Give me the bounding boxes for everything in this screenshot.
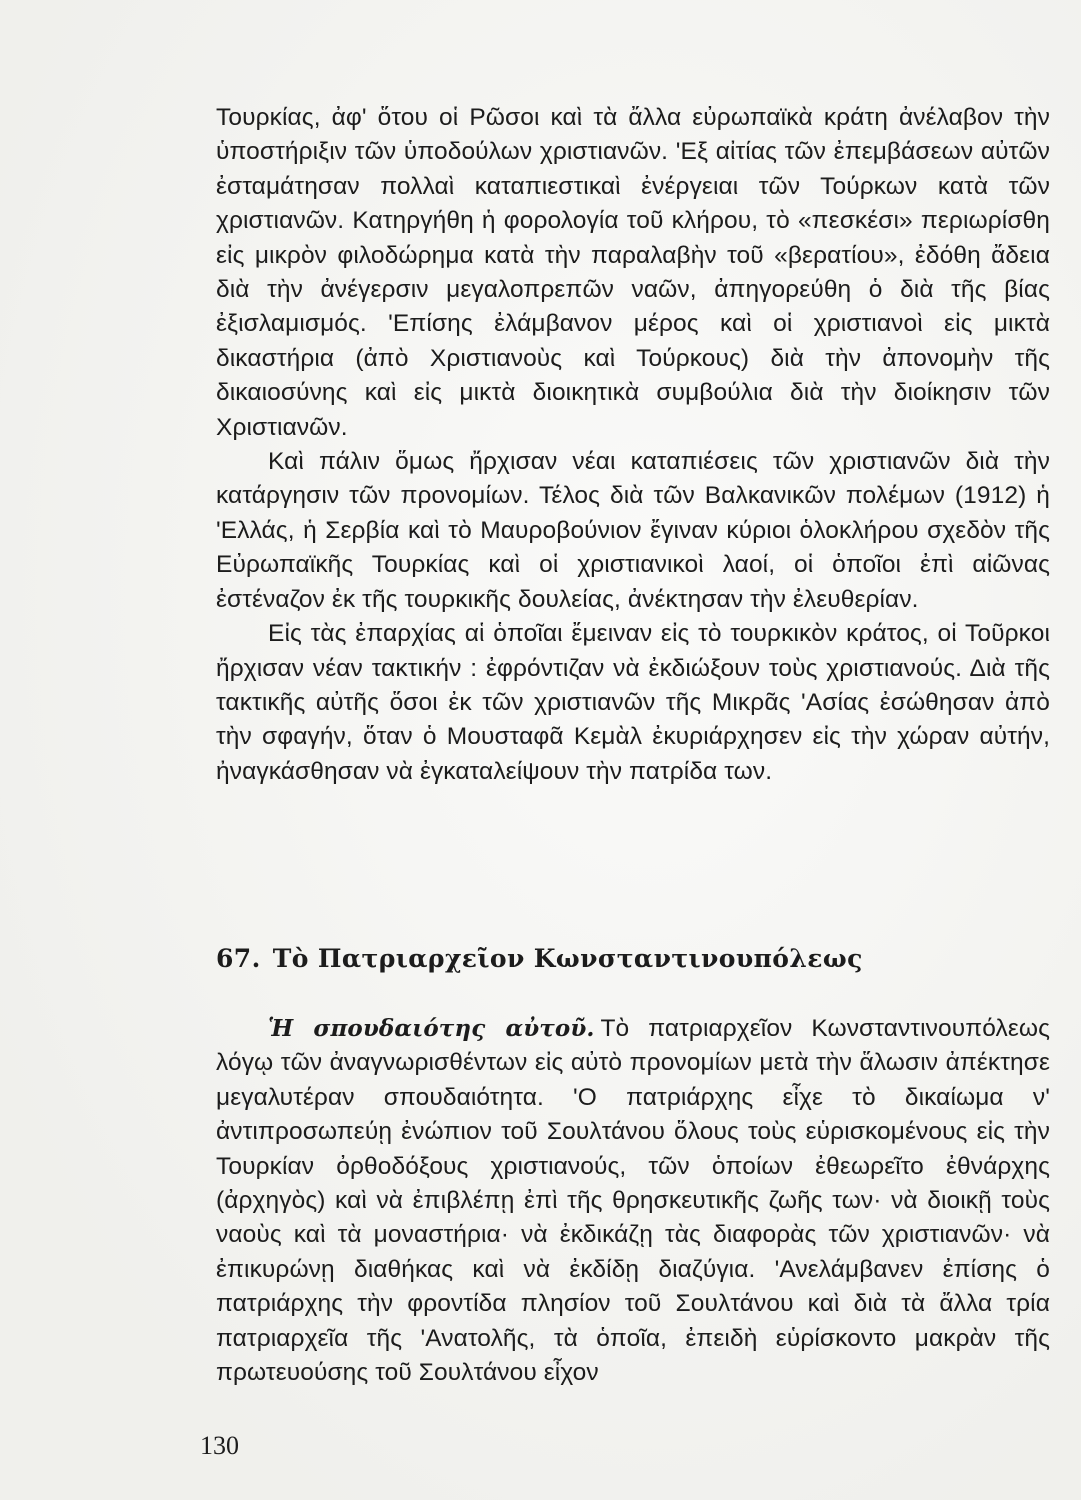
section-paragraph — [216, 1012, 1050, 1390]
section-paragraph-text: Τὸ πατριαρχεῖον Κωνσταντινουπόλεως λόγῳ τῶν ἀναγνωρισθέντων εἰς αὐτὸ προνομίων μετὰ τὴν ἅλωσιν ἀπέκτησε μεγαλυτέραν σπουδαιότητα. 'Ο πατριάρχης εἶχε τὸ δικαίωμα ν' ἀντιπροσωπεύῃ ἐνώπιον τοῦ Σουλτάνου ὅλους τοὺς εὑρισκομένους εἰς τὴν Τουρκίαν ὀρθοδόξους χριστιανούς, τῶν ὁποίων ἐθεωρεῖτο ἐθνάρχης (ἀρχηγὸς) καὶ νὰ ἐπιβλέπῃ ἐπὶ τῆς θρησκευτικῆς ζωῆς των· νὰ διοικῇ τοὺς ναοὺς καὶ τὰ μοναστήρια· νὰ ἐκδικάζῃ τὰς διαφορὰς τῶν χριστιανῶν· νὰ ἐπικυρώνῃ διαθήκας καὶ νὰ ἐκδίδῃ διαζύγια. 'Ανελάμβανεν ἐπίσης ὁ πατριάρχης τὴν φροντίδα πλησίον τοῦ Σουλτάνου καὶ διὰ τὰ ἄλλα τρία πατριαρχεῖα τῆς 'Ανατολῆς, τὰ ὁποῖα, ἐπειδὴ εὑρίσκοντο μακρὰν τῆς πρωτευούσης τοῦ Σουλτάνου εἶχον — [216, 1015, 1050, 1387]
section-lead-in: Ἡ σπουδαιότης αὐτοῦ. — [268, 1015, 595, 1042]
paragraph: Εἰς τὰς ἐπαρχίας αἱ ὁποῖαι ἔμειναν εἰς τὸ τουρκικὸν κράτος, οἱ Τοῦρκοι ἤρχισαν νέαν τακτικήν : ἐφρόντιζαν νὰ ἐκδιώξουν τοὺς χριστιανούς. Διὰ τῆς τακτικῆς αὐτῆς ὅσοι ἐκ τῶν χριστιανῶν τῆς Μικρᾶς 'Ασίας ἐσώθησαν ἀπὸ τὴν σφαγήν, ὅταν ὁ Μουσταφᾶ Κεμὰλ ἐκυριάρχησεν εἰς τὴν χώραν αὐτήν, ἠναγκάσθησαν νὰ ἐγκαταλείψουν τὴν πατρίδα των. — [216, 620, 1050, 785]
section-number: 67. — [216, 944, 261, 973]
section-title: Τὸ Πατριαρχεῖον Κωνσταντινουπόλεως — [272, 944, 863, 973]
paragraph-continued: Τουρκίας, ἀφ' ὅτου οἱ Ρῶσοι καὶ τὰ ἄλλα εὐρωπαϊκὰ κράτη ἀνέλαβον τὴν ὑποστήριξιν τῶν ὑποδούλων χριστιανῶν. 'Εξ αἰτίας τῶν ἐπεμβάσεων αὐτῶν ἐσταμάτησαν πολλαὶ καταπιεστικαὶ ἐνέργειαι τῶν Τούρκων κατὰ τῶν χριστιανῶν. Κατηργήθη ἡ φορολογία τοῦ κλήρου, τὸ «πεσκέσι» περιωρίσθη εἰς μικρὸν φιλοδώρημα κατὰ τὴν παραλαβὴν τοῦ «βερατίου», ἐδόθη ἄδεια διὰ τὴν ἀνέγερσιν μεγαλοπρεπῶν ναῶν, ἀπηγορεύθη ὁ διὰ τῆς βίας ἐξισλαμισμός. 'Επίσης ἐλάμβανον μέρος καὶ οἱ χριστιανοὶ εἰς μικτὰ δικαστήρια (ἀπὸ Χριστιανοὺς καὶ Τούρκους) διὰ τὴν ἀπονομὴν τῆς δικαιοσύνης καὶ εἰς μικτὰ διοικητικὰ συμβούλια διὰ τὴν διοίκησιν τῶν Χριστιανῶν. — [216, 104, 1050, 441]
body-text-top — [216, 101, 1050, 789]
section-heading — [216, 944, 863, 973]
paragraph: Καὶ πάλιν ὅμως ἤρχισαν νέαι καταπιέσεις τῶν χριστιανῶν διὰ τὴν κατάργησιν τῶν προνομίων. Τέλος διὰ τῶν Βαλκανικῶν πολέμων (1912) ἡ 'Ελλάς, ἡ Σερβία καὶ τὸ Μαυροβούνιον ἔγιναν κύριοι ὁλοκλήρου σχεδὸν τῆς Εὐρωπαϊκῆς Τουρκίας καὶ οἱ χριστιανικοὶ λαοί, οἱ ὁποῖοι ἐπὶ αἰῶνας ἐστέναζον ἐκ τῆς τουρκικῆς δουλείας, ἀνέκτησαν τὴν ἐλευθερίαν. — [216, 448, 1050, 613]
body-text-section — [216, 1012, 1050, 1390]
page-number: 130 — [200, 1431, 239, 1460]
